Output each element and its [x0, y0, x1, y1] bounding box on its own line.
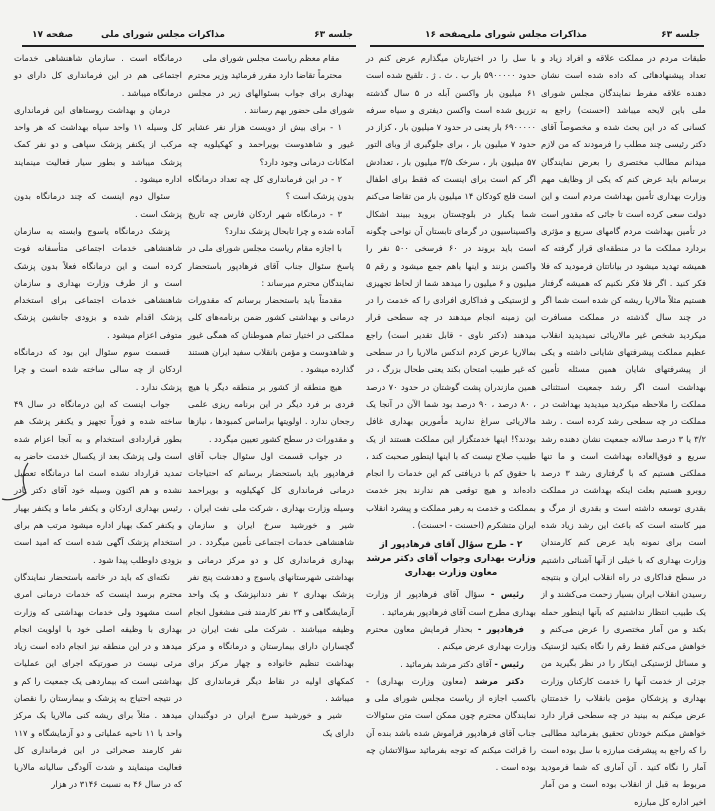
- speaker-name: دکتر مرشد: [474, 675, 524, 686]
- publication-title: مذاکرات مجلس شورای ملی: [100, 30, 225, 40]
- paragraph: درمانگاه است . سازمان شاهنشاهی خدمات اجتماعی هم در این فرمانداری کل دارای دو درمانگاه میباشد .: [14, 53, 182, 98]
- text-column-right: [541, 50, 706, 811]
- paragraph: جواب اینست که این درمانگاه در سال ۴۹ ساخته شده و فوراً تجهیز و یکنفر پزشک هم بطور قراردادی استخدام و به آنجا اعزام شده است ولی پزشک بعد از یکسال خدمت حاضر به تمدید قرارداد نشده است اما درمانگاه تعطیل نشده و هم اکنون وسیله خود آقای دکتر نادر رئیس بهداری اردکان و یکنفر ماما و یکنفر بهیار و یکنفر کمک بهیار اداره میشود مرتب هم برای استخدام پزشک آگهی شده است که امید است بزودی داوطلب پیدا شود .: [14, 398, 182, 565]
- paragraph: در جواب قسمت اول سئوال جناب آقای فرهادپور باید باستحضار برسانم که احتیاجات درمانی فرمانداری کل کهکیلویه و بویراحمد وسیله وزارت بهداری ، شرکت ملی نفت ایران ، شیر و خورشید سرخ ایران و سازمان شاهنشاهی خدمات اجتماعی تأمین میگردد . در بهداری فرمانداری کل و دو مرکز درمانی و بهداشتی شهرستانهای یاسوج و دهدشت پنج نفر پزشک بهداری ۲ نفر دندانپزشک و یک واحد آزمایشگاهی و ۲۴ نفر کارمند فنی مشغول انجام وظیفه میباشند . شرکت ملی نفت ایران در گچساران دارای بیمارستان و درمانگاه و مرکز بهداشت تنظیم خانواده و چهار مرکز برای کمکهای اولیه در نقاط دیگر فرمانداری کل میباشد .: [188, 450, 354, 703]
- paragraph: هیچ منطقه از کشور بر منطقه دیگر یا هیچ فردی بر فرد دیگر در این برنامه ریزی علمی رجحان ندارد . اولویتها براساس کمبودها ، نیازها و مقدورات در سطح کشور تعیین میگردد .: [188, 381, 354, 444]
- publication-title: مذاکرات مجلس شورای ملی: [462, 30, 587, 40]
- paragraph: ۳ - درمانگاه شهر اردکان فارس چه تاریخ آماده شده و چرا تابحال پزشک ندارد؟: [188, 208, 354, 236]
- paragraph: درمان و بهداشت روستاهای این فرمانداری کل وسیله ۱۱ واحد سپاه بهداشت که هر واحد مرکب از یکنفر پزشک سپاهی و دو نفر کمک پزشک میباشد و بطور سیار فعالیت مینمایند اداره میشود .: [14, 104, 182, 185]
- speech-paragraph: [366, 673, 536, 777]
- paragraph: نکته‌ای که باید در خاتمه باستحضار نمایندگان محترم برسد اینست که خدمات درمانی امری است مشهود ولی خدمات بهداشتی که وزارت بهداری با وظیفه اصلی خود با اولویت انجام میدهد و در این منطقه نیز انجام داده است زیاد مرئی نیست در صورتیکه اجرای این عملیات بهداشتی است که بیماردهی یک جمعیت را کم و در نتیجه احتیاج به پزشک و بیمارستان را نقصان میدهد . مثلاً برای ریشه کنی مالاریا یک مرکز واحد با ۱۱ ناحیه عملیاتی و دو آزمایشگاه و ۱۱۷ نفر کارمند صحرائی در این فرمانداری کل فعالیت مینمایند و شدت آلودگی سالیانه مالاریا که در سال ۴۶ به نسبت ۳۱۴۶ در هزار: [14, 571, 182, 790]
- page-number: صفحه ۱۶: [425, 30, 467, 40]
- paragraph: با سل را در اختیارتان میگذارم عرض کنم در حدود ۵۹۰۰۰۰۰ بار ب . ث . ژ . تلقیح شده است ۶۱ میلیون بار واکسن آبله در ۵ سال گذشته تزریق شده است واکسن دیفتری و سیاه سرفه ۶۹۰۰۰۰۰ بار یعنی در حدود ۷ میلیون بار ، کزاز در حدود ۷ میلیون بار ، برای جلوگیری از وبای التور ۵۷ میلیون بار ، سرخک ۳/۵ میلیون بار ، تعدادش اگر کم است برای اینست که فقط برای اطفال است فلج کودکان ۱۴ میلیون بار من تقاضا می‌کنم شما یکبار در بلوچستان بروید ببیند اشکال واکسیناسیون در گرمای تابستان آن نواحی چگونه است باید بروند در ۶۰ فرسخی ۵۰۰ نفر را واکسن بزنند و اینها باهم جمع میشود و رقم ۵ میلیون و ۶ میلیون را میدهد شما از لحاظ تجهیزی و لژستیکی و فداکاری افرادی را که خدمت را در این زمینه انجام میدهند در چه سطحی قرار میدهند (دکتر ناوی - قابل تقدیر است) راجع بمالاریا عرض کردم اندکس مالاریا را در سطحی که غیر طبیب امتحان بکند یعنی طحال بزرگ ، در همین مازندران پشت گوشتان در حدود ۷۰ درصد ، ۸۰ درصد ، ۹۰ درصد بود شما الآن در آنجا یک مالاریائی سراغ ندارید مأمورین بهداری غافل بودند؟! اینها خدمتگزار این مملکت هستند از یک طبیب صلاح نیست که با اینها اینطور صحبت کند ، با حقوق کم با دریافتی کم این خدمات را انجام داده‌اند و هیچ توقعی هم ندارند بجز خدمت بمملکت و خدمت به رهبر مملکت و پیشرد انقلاب ایران متشکرم (احسنت - احسنت) .: [366, 53, 537, 531]
- page-number: صفحه ۱۷: [32, 30, 74, 40]
- paragraph: با اجازه مقام ریاست مجلس شورای ملی در پاسخ سئوال جناب آقای فرهادپور باستحضار نمایندگان محترم میرساند :: [188, 243, 354, 288]
- speech-paragraph: [366, 656, 536, 673]
- text-column-left: [14, 50, 182, 794]
- paragraph: طبقات مردم در مملکت علاقه و افراد زیاد و تعداد پیشنهادهائی که داده شده است نشان دهنده علاقه مفرط نمایندگان مجلس شورای ملی باین لایحه میباشد (احسنت) راجع به کسانی که در این بحث شده و مخصوصاً آقای دکتر رئیسی چند مطلب را فرمودند که من لازم میدانم مطالب مختصری را بعرض نمایندگان برسانم باید عرض کنم که یکی از وظایف مهم وزارت بهداری تأمین بهداشت مردم است و این دولت سعی کرده است تا جائی که مقدور است در تأمین بهداشت مردم گامهای سریع و مؤثری بردارد مملکت ما در منطقه‌ای قرار گرفته که همیشه تهدید میشود در بیاناتتان فرمودید که فلا فکر کنید . اگر فلا فکر نکنیم که همیشه گرفتار هستیم مثلاً مالاریا ریشه کن شده است شما اگر در چند سال گذشته در مملکت مسافرت میکردید شخص غیر مالاریائی نمیدیدید انقلاب عظیم مملکت پیشرفتهای شایانی داشته و یکی از پیشرفتهای شایان همین مسئله تأمین بهداشت است اگر رشد جمعیت استثنائی مملکت را ملاحظه میکردید میدیدید بهداشت در مملکت در چه سطحی رشد کرده است . رشد ۳/۲ یا ۳ درصد سالانه جمعیت نشان دهنده رشد سریع و فوق‌العاده بهداشت است و ما تنها مملکتی هستیم که با گرفتاری رشد ۳ درصد روبرو هستیم بعلت اینکه بهداشت در مملکت بقدری توسعه داشته است و بقدری از مرگ و میر کاسته است که باعث این رشد زیاد شده است برای نمونه باید عرض کنم کارمندان وزارت بهداری که با خیلی از آنها آشنائی داشتیم در سطح فداکاری در راه انقلاب ایران و بنتیجه رسیدن انقلاب ایران بسیار زحمت می‌کشند و از یک طبیب انتظار نداشتیم که بآنها اینطور حمله بکند و من آمار مختصری را عرض می‌کنم و خواهش می‌کنم فقط رقم را نگاه بکنید لژستیک و مسائل لژستیکی اینکار را در نظر بگیرید من جزئی از خدمت آنها را خدمت کارکنان وزارت بهداری و پزشکان مؤمن بانقلاب را خدمتتان عرض میکنم به بینید در چه سطحی قرار دارد خواهش میکنم خودتان تحقیق بفرمائید مطالبی را که راجع به پیشرفت مبارزه با سل بوده است آمار را نگاه کنید . آن آماری که شما فرمودید مربوط به قبل از انقلاب بوده است و من آمار اخیر اداره کل مبارزه: [541, 53, 706, 807]
- paragraph: پزشک درمانگاه یاسوج وابسته به سازمان شاهنشاهی خدمات اجتماعی متأسفانه فوت کرده است و این درمانگاه فعلاً بدون پزشک است و از طرف وزارت بهداری و سازمان شاهنشاهی خدمات اجتماعی برای استخدام پزشک اقدام شده و بزودی جانشین پزشک متوفی اعزام میشود .: [14, 225, 182, 340]
- speech-text: (معاون وزارت بهداری) - باکسب اجازه از ریاست مجلس شورای ملی و نمایندگان محترم چون ممکن است متن سئوالات جناب آقای فرهادپور فراموش شده باشد بنده آن را قرائت میکنم که توجه بفرمائید سؤالاتشان چه بوده است .: [366, 675, 536, 773]
- speech-paragraph: [366, 621, 536, 656]
- text-column-right: [188, 50, 354, 742]
- page-header: [22, 30, 355, 44]
- paragraph: ۱ - برای بیش از دویست هزار نفر عشایر غیور و شاهدوست بویراحمد و کهکیلویه چه امکانات درمانی وجود دارد؟: [188, 122, 354, 167]
- speech-text: بحذار فرمایش معاون محترم وزارت بهداری عرض میکنم .: [366, 623, 536, 652]
- page-header: [370, 30, 705, 44]
- speaker-name: رئیس -: [490, 589, 524, 600]
- text-column-left: [366, 50, 536, 777]
- paragraph: محترماً تقاضا دارد مقرر فرمائید وزیر محترم بهداری برای جواب بسئوالهای زیر در مجلس شورای ملی حضور بهم رسانند .: [188, 70, 354, 115]
- pen-mark: [0, 455, 30, 505]
- speech-text: سؤال آقای فرهادپور از وزارت بهداری مطرح است آقای فرهادپور بفرمائید .: [366, 589, 536, 617]
- paragraph: مقدمتاً باید باستحضار برسانم که مقدورات درمانی و بهداشتی کشور ضمن برنامه‌های کلی مملکتی در اختیار تمام هموطنان که همگی غیور و شاهدوست و مؤمن بانقلاب سفید ایران هستند گذارده میشود .: [188, 295, 354, 375]
- speaker-name: فرهادپور -: [477, 623, 524, 634]
- speaker-name: رئیس -: [494, 658, 524, 669]
- header-rule: [22, 45, 356, 47]
- paragraph: قسمت سوم سئوال این بود که درمانگاه اردکان از چه سالی ساخته شده است و چرا پزشک ندارد .: [14, 347, 182, 392]
- speech-paragraph: [366, 586, 536, 621]
- page-17: [0, 0, 358, 790]
- header-rule: [370, 45, 704, 47]
- paragraph: سئوال دوم اینست که چند درمانگاه بدون پزشک است .: [14, 191, 182, 219]
- session-number: جلسه ۶۳: [314, 30, 353, 40]
- session-number: جلسه ۶۳: [661, 30, 700, 40]
- paragraph: شیر و خورشید سرخ ایران در دوگنبدان دارای یک: [188, 710, 354, 738]
- paragraph: ۲ - در این فرمانداری کل چه تعداد درمانگاه بدون پزشک است ؟: [188, 174, 354, 202]
- speech-text: آقای دکتر مرشد بفرمائید .: [400, 658, 492, 669]
- address-line: مقام معظم ریاست مجلس شورای ملی: [202, 53, 340, 63]
- section-heading: ۲ - طرح سؤال آقای فرهادپور از وزارت بهداری وجواب آقای دکتر مرشد معاون وزارت بهداری: [366, 540, 536, 579]
- page-16: [358, 0, 715, 807]
